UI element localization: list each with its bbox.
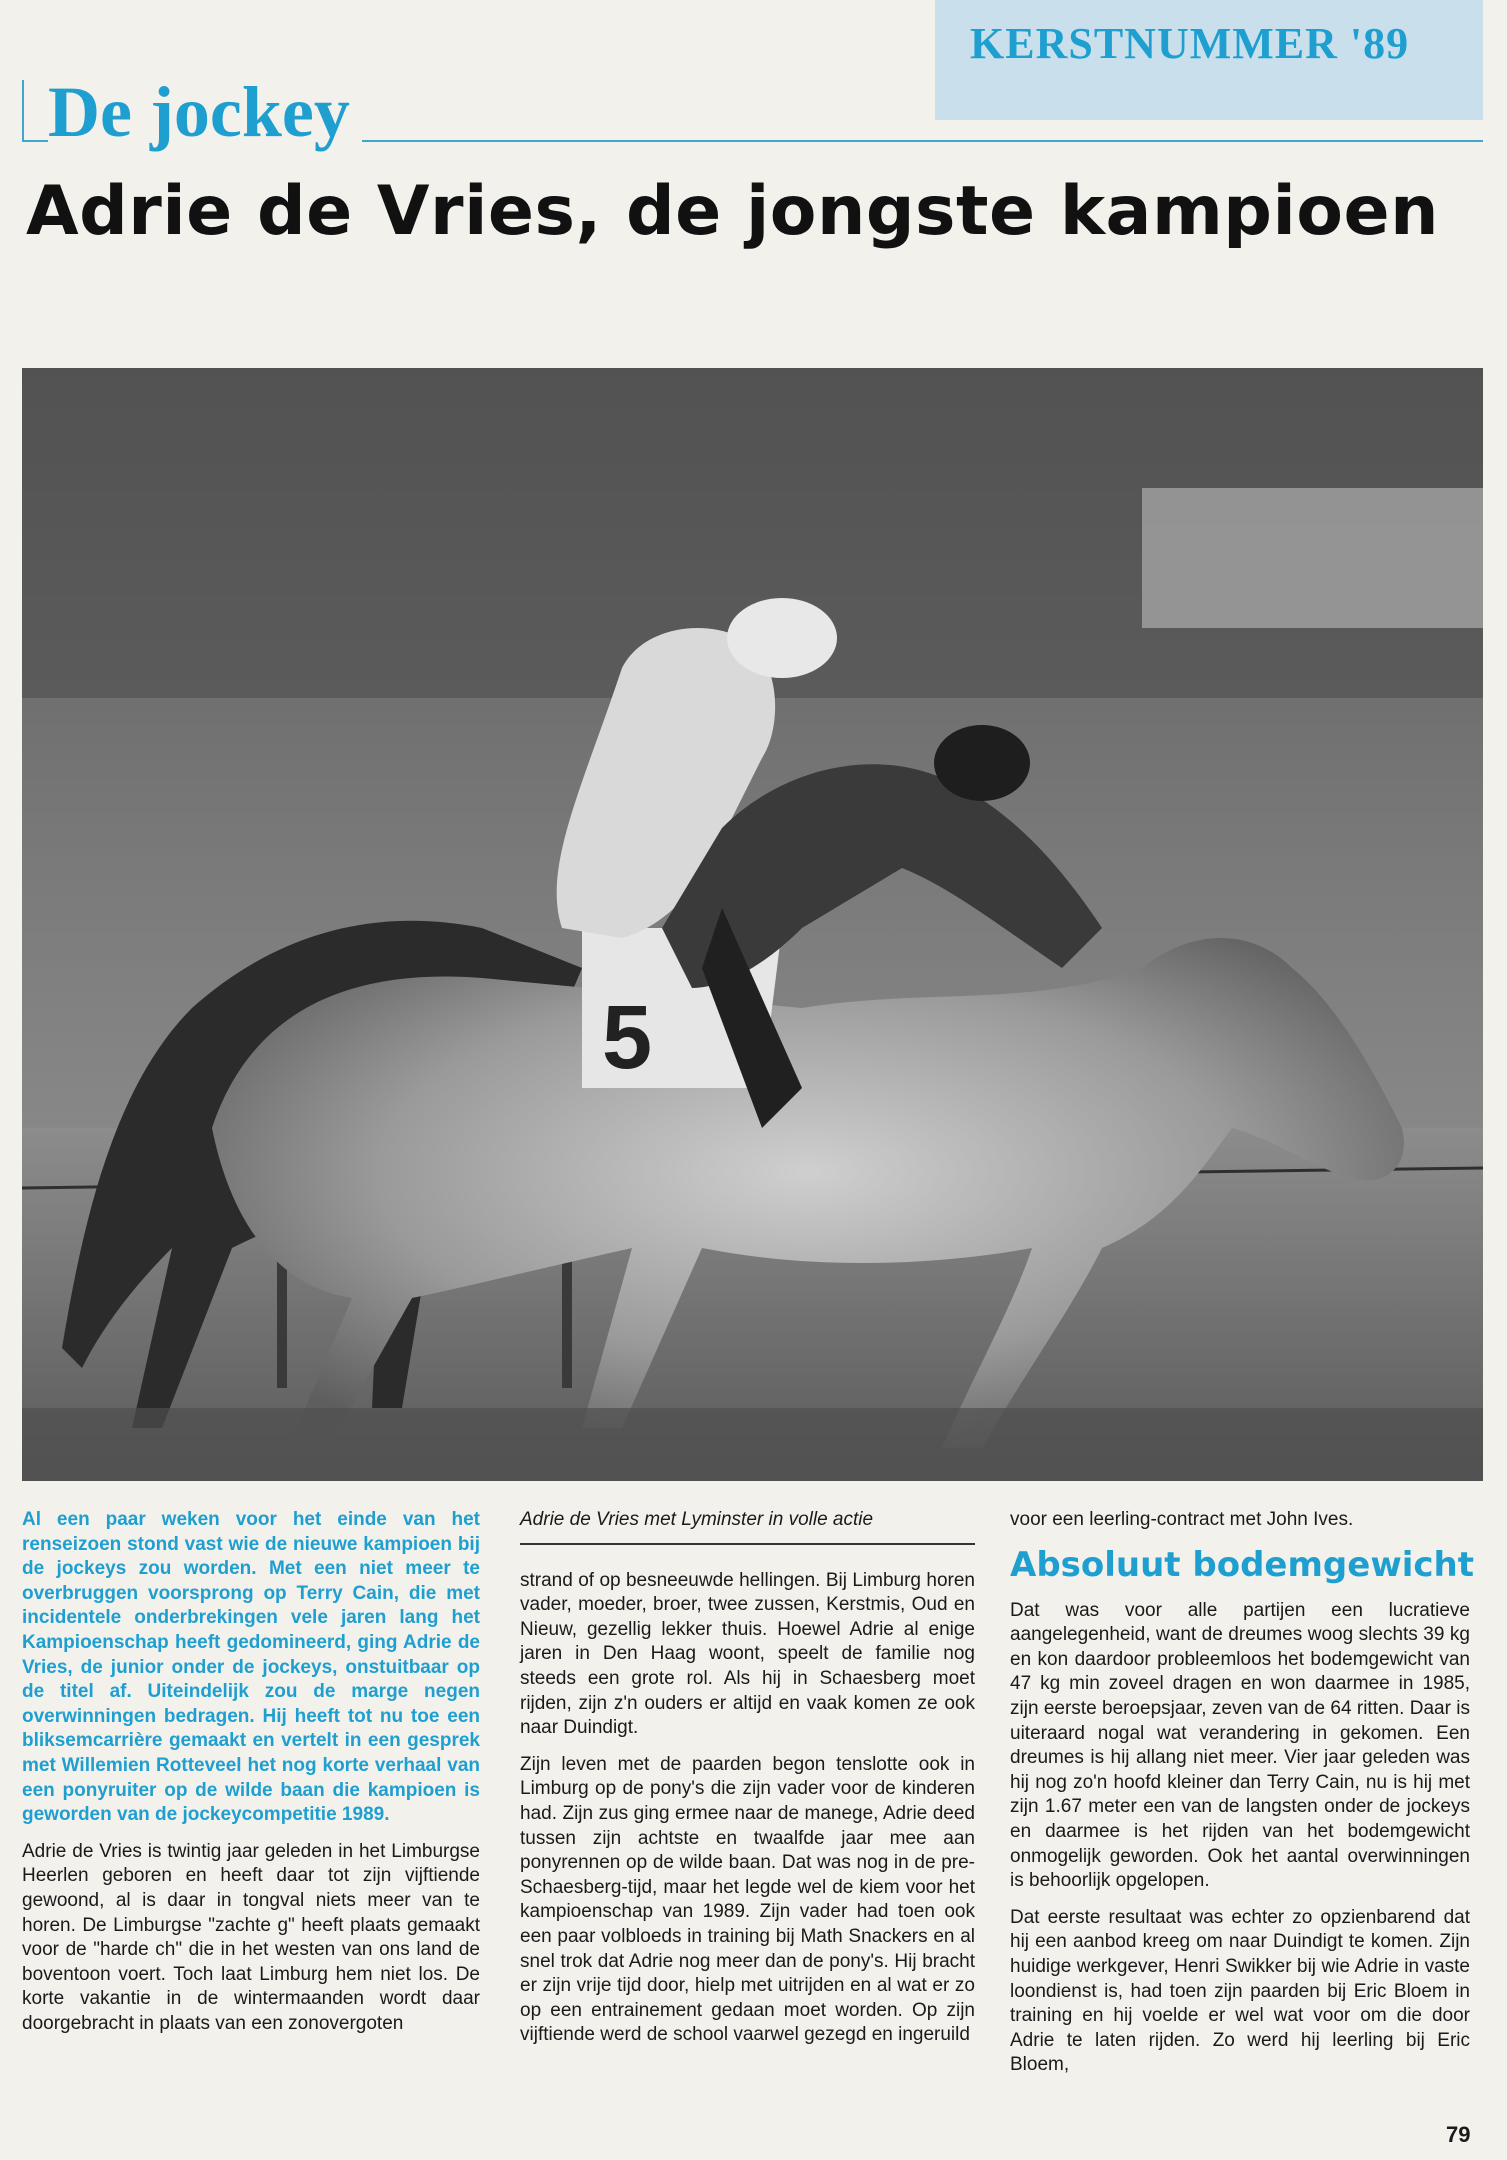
body-paragraph: Dat eerste resultaat was echter zo opzienbarend dat hij een aanbod kreeg om naar Duindigt te komen. Zijn huidige werkgever, Henri Swikker bij wie Adrie in vaste loondienst is, had toen zijn paarden bij Eric Bloem in training en hij voelde er wel wat voor om die door Adrie te laten rijden. Zo werd hij leerling bij Eric Bloem, (1010, 1906, 1470, 2076)
subheading: Absoluut bodemgewicht (1010, 1544, 1474, 1585)
frame-rule-left (22, 80, 24, 142)
race-photo (22, 368, 1483, 1481)
article-headline: Adrie de Vries, de jongste kampioen (26, 172, 1440, 251)
article-intro: Al een paar weken voor het einde van het renseizoen stond vast wie de nieuwe kampioen bij de jockeys zou worden. Met een niet meer te overbruggen voorsprong op Terry Cain, die met incidentele onderbrekingen vele jaren lang het Kampioenschap heeft gedomineerd, ging Adrie de Vries, de junior onder de jockeys, onstuitbaar op de titel af. Uiteindelijk zou de marge negen overwinningen bedragen. Hij heeft tot nu toe een bliksemcarrière gemaakt en vertelt in een gesprek met Willemien Rotteveel het nog korte verhaal van een ponyruiter op de wilde baan die kampioen is geworden van de jockeycompetitie 1989. (22, 1509, 480, 1826)
body-paragraph: strand of op besneeuwde hellingen. Bij Limburg horen vader, moeder, broer, twee zussen, Kerstmis, Oud en Nieuw, gezellig lekker thuis. Hoewel Adrie al enige jaren in Den Haag woont, speelt de familie nog steeds een grote rol. Als hij in Schaesberg moet rijden, zijn z'n ouders er altijd en vaak komen ze ook naar Duindigt. (520, 1569, 975, 1739)
racehorse-photo-icon (22, 368, 1483, 1481)
column-2 (520, 1508, 975, 2060)
saddlecloth-number: 5 (602, 988, 653, 1088)
column-3 (1010, 1508, 1474, 2090)
body-paragraph: Adrie de Vries is twintig jaar geleden in het Limburgse Heerlen geboren en heeft daar tot zijn vijftiende gewoond, al is daar in tongval niets meer van te horen. De Limburgse "zachte g" heeft plaats gemaakt voor de "harde ch" die in het westen van ons land de boventoon voert. Toch laat Limburg hem niet los. De korte vakantie in de wintermaanden wordt daar doorgebracht in plaats van een zonovergoten (22, 1840, 480, 2034)
body-paragraph: Dat was voor alle partijen een lucratieve aangelegenheid, want de dreumes woog slechts 39 kg en kon daardoor probleemloos het bodemgewicht van 47 kg min zoveel dragen en won daarmee in 1985, zijn eerste beroepsjaar, zeven van de 64 ritten. Daar is uiteraard nogal wat verandering in gekomen. Een dreumes is hij allang niet meer. Vier jaar geleden was hij nog zo'n hoofd kleiner dan Terry Cain, nu is hij met zijn 1.67 meter een van de langsten onder de jockeys en daarmee is het rijden van het bodemgewicht onmogelijk geworden. Ook het aantal overwinningen is behoorlijk opgelopen. (1010, 1599, 1470, 1892)
issue-label: KERSTNUMMER '89 (970, 19, 1410, 68)
section-kicker: De jockey (48, 76, 362, 148)
body-paragraph: voor een leerling-contract met John Ives. (1010, 1509, 1354, 1530)
page-number: 79 (1446, 2122, 1471, 2147)
column-1 (22, 1508, 480, 2048)
photo-caption: Adrie de Vries met Lyminster in volle actie (520, 1509, 874, 1530)
caption-divider (520, 1543, 975, 1545)
body-paragraph: Zijn leven met de paarden begon tenslotte ook in Limburg op de pony's die zijn vader voor de kinderen had. Zijn zus ging ermee naar de manege, Adrie deed tussen zijn achtste en twaalfde jaar mee aan ponyrennen op de wilde baan. Dat was nog in de pre-Schaesberg-tijd, maar het legde wel de kiem voor het kampioenschap van 1989. Zijn vader had toen ook een paar volbloeds in training bij Math Snackers en al snel trok dat Adrie nog meer dan de pony's. Hij bracht er zijn vrije tijd door, hielp met uitrijden en al wat er zo op een entrainement gedaan moet worden. Op zijn vijftiende werd de school vaarwel gezegd en ingeruild (520, 1753, 975, 2046)
